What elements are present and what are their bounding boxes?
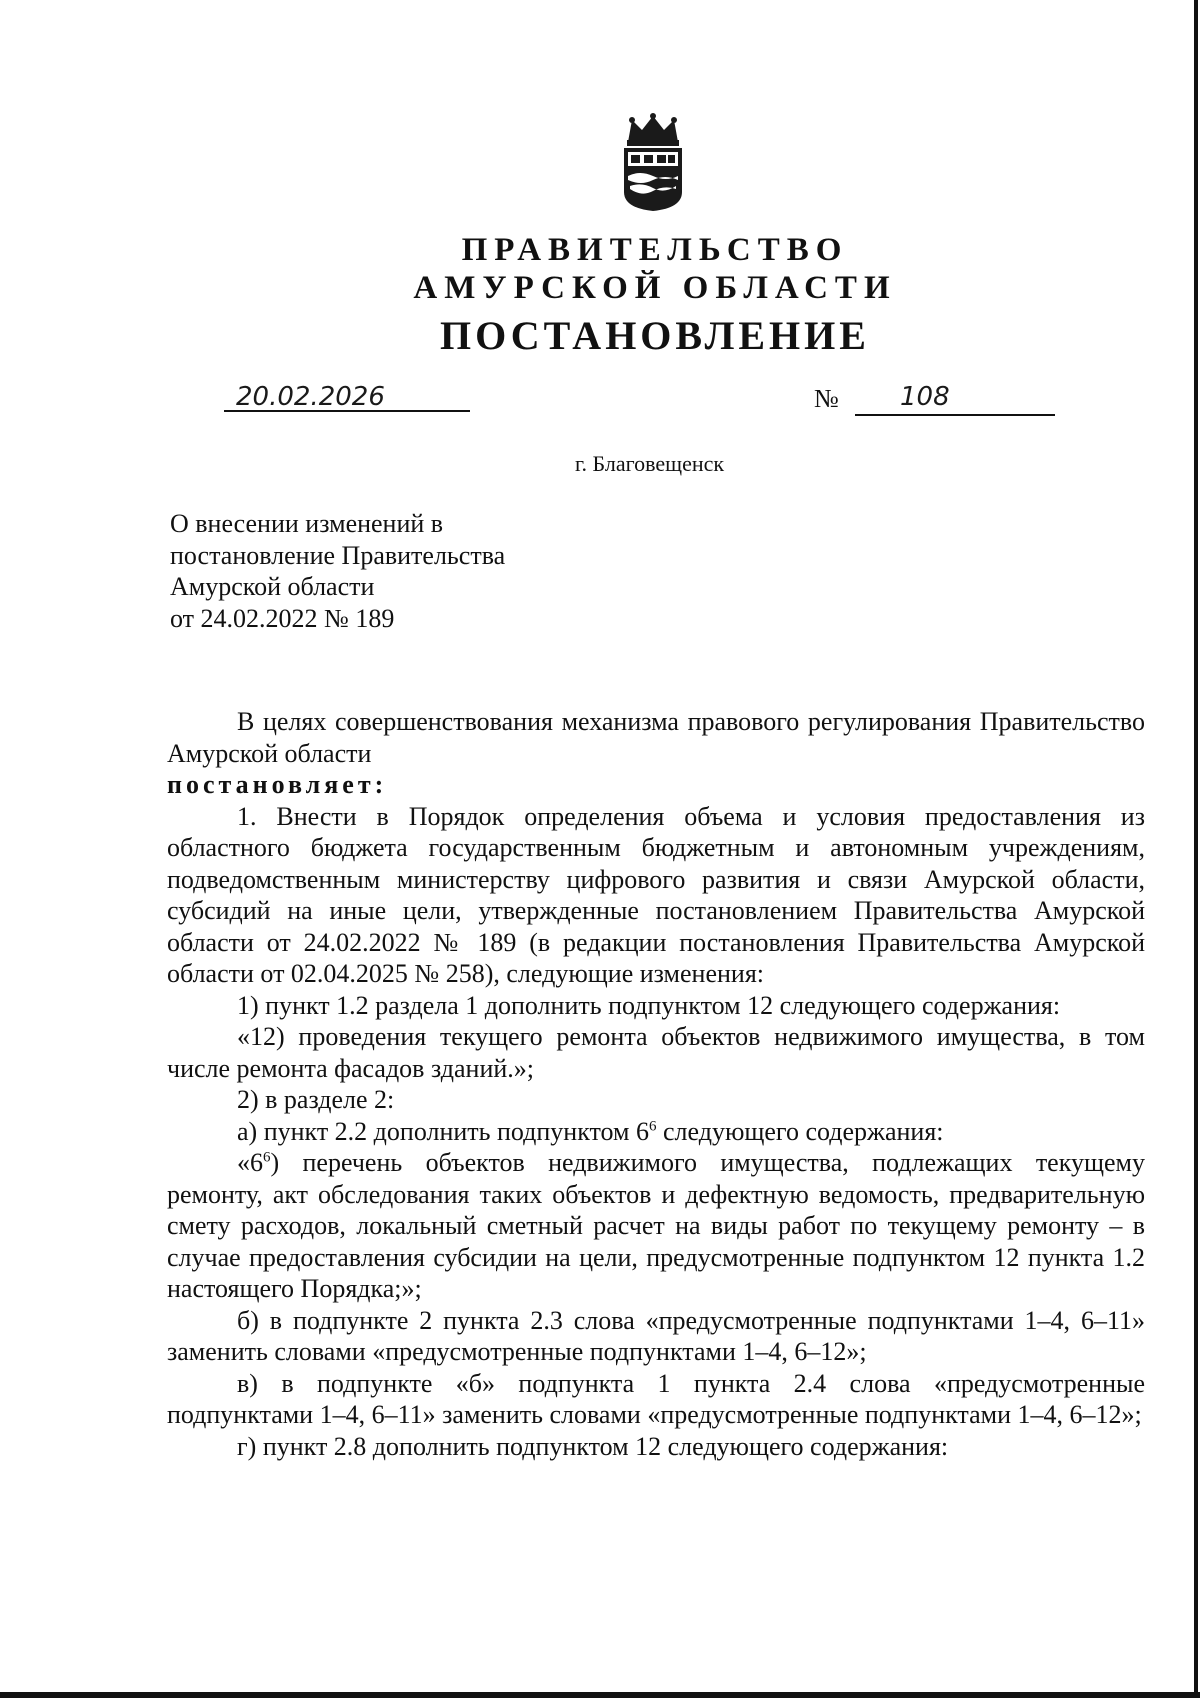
paragraph-1-1: 1) пункт 1.2 раздела 1 дополнить подпунктом 12 следующего содержания:	[237, 990, 1061, 1020]
document-body	[167, 706, 1145, 1462]
paragraph-2b: б) в подпункте 2 пункта 2.3 слова «предусмотренные подпунктами 1–4, 6–11» заменить словами «предусмотренные подпунктами 1–4, 6–12»;	[167, 1305, 1145, 1366]
number-sign: №	[814, 384, 839, 413]
city: г. Благовещенск	[575, 451, 725, 476]
paragraph-1: 1. Внести в Порядок определения объема и условия предоставления из областного бюджета государственным бюджетным и автономным учреждениям, подведомственным министерству цифрового развития и связи Амурской области, субсидий на иные цели, утвержденные постановлением Правительства Амурской области от 24.02.2022 № 189 (в редакции постановления Правительства Амурской области от 02.04.2025 № 258), следующие изменения:	[167, 801, 1145, 988]
coat-of-arms-icon	[618, 112, 688, 212]
title-line: О внесении изменений в	[170, 509, 444, 538]
document-type: ПОСТАНОВЛЕНИЕ	[440, 313, 870, 358]
paragraph-2g: г) пункт 2.8 дополнить подпунктом 12 следующего содержания:	[237, 1431, 949, 1461]
title-line: от 24.02.2022 № 189	[170, 603, 395, 633]
resolves-keyword: постановляет:	[167, 770, 388, 799]
title-line: постановление Правительства	[170, 540, 506, 570]
intro-paragraph: В целях совершенствования механизма правового регулирования Правительство Амурской области	[167, 707, 1145, 768]
quote-12: «12) проведения текущего ремонта объектов недвижимого имущества, в том числе ремонта фасадов зданий.»;	[167, 1022, 1145, 1083]
org-name-line2: АМУРСКОЙ ОБЛАСТИ	[413, 270, 897, 306]
document-title	[170, 508, 505, 634]
number-underline	[855, 414, 1055, 416]
title-line: Амурской области	[170, 572, 375, 601]
paragraph-2: 2) в разделе 2:	[237, 1085, 395, 1114]
paragraph-2a: а) пункт 2.2 дополнить подпунктом $6^6$ следующего содержания:	[237, 1116, 944, 1146]
scan-edge-bottom	[0, 1692, 1200, 1698]
document-number: 108	[900, 382, 950, 412]
quote-6-6: «$6^6$) перечень объектов недвижимого имущества, подлежащих текущему ремонту, акт обследования таких объектов и дефектную ведомость, предварительную смету расходов, локальный сметный расчет на виды работ по текущему ремонту – в случае предоставления субсидии на цели, предусмотренные подпунктом 12 пункта 1.2 настоящего Порядка;»;	[167, 1148, 1145, 1303]
document-date: 20.02.2026	[236, 382, 385, 412]
org-name-line1: ПРАВИТЕЛЬСТВО	[461, 232, 849, 268]
date-underline	[224, 410, 470, 412]
paragraph-2v: в) в подпункте «б» подпункта 1 пункта 2.4 слова «предусмотренные подпунктами 1–4, 6–11» заменить словами «предусмотренные подпунктами 1–4, 6–12»;	[167, 1368, 1145, 1429]
